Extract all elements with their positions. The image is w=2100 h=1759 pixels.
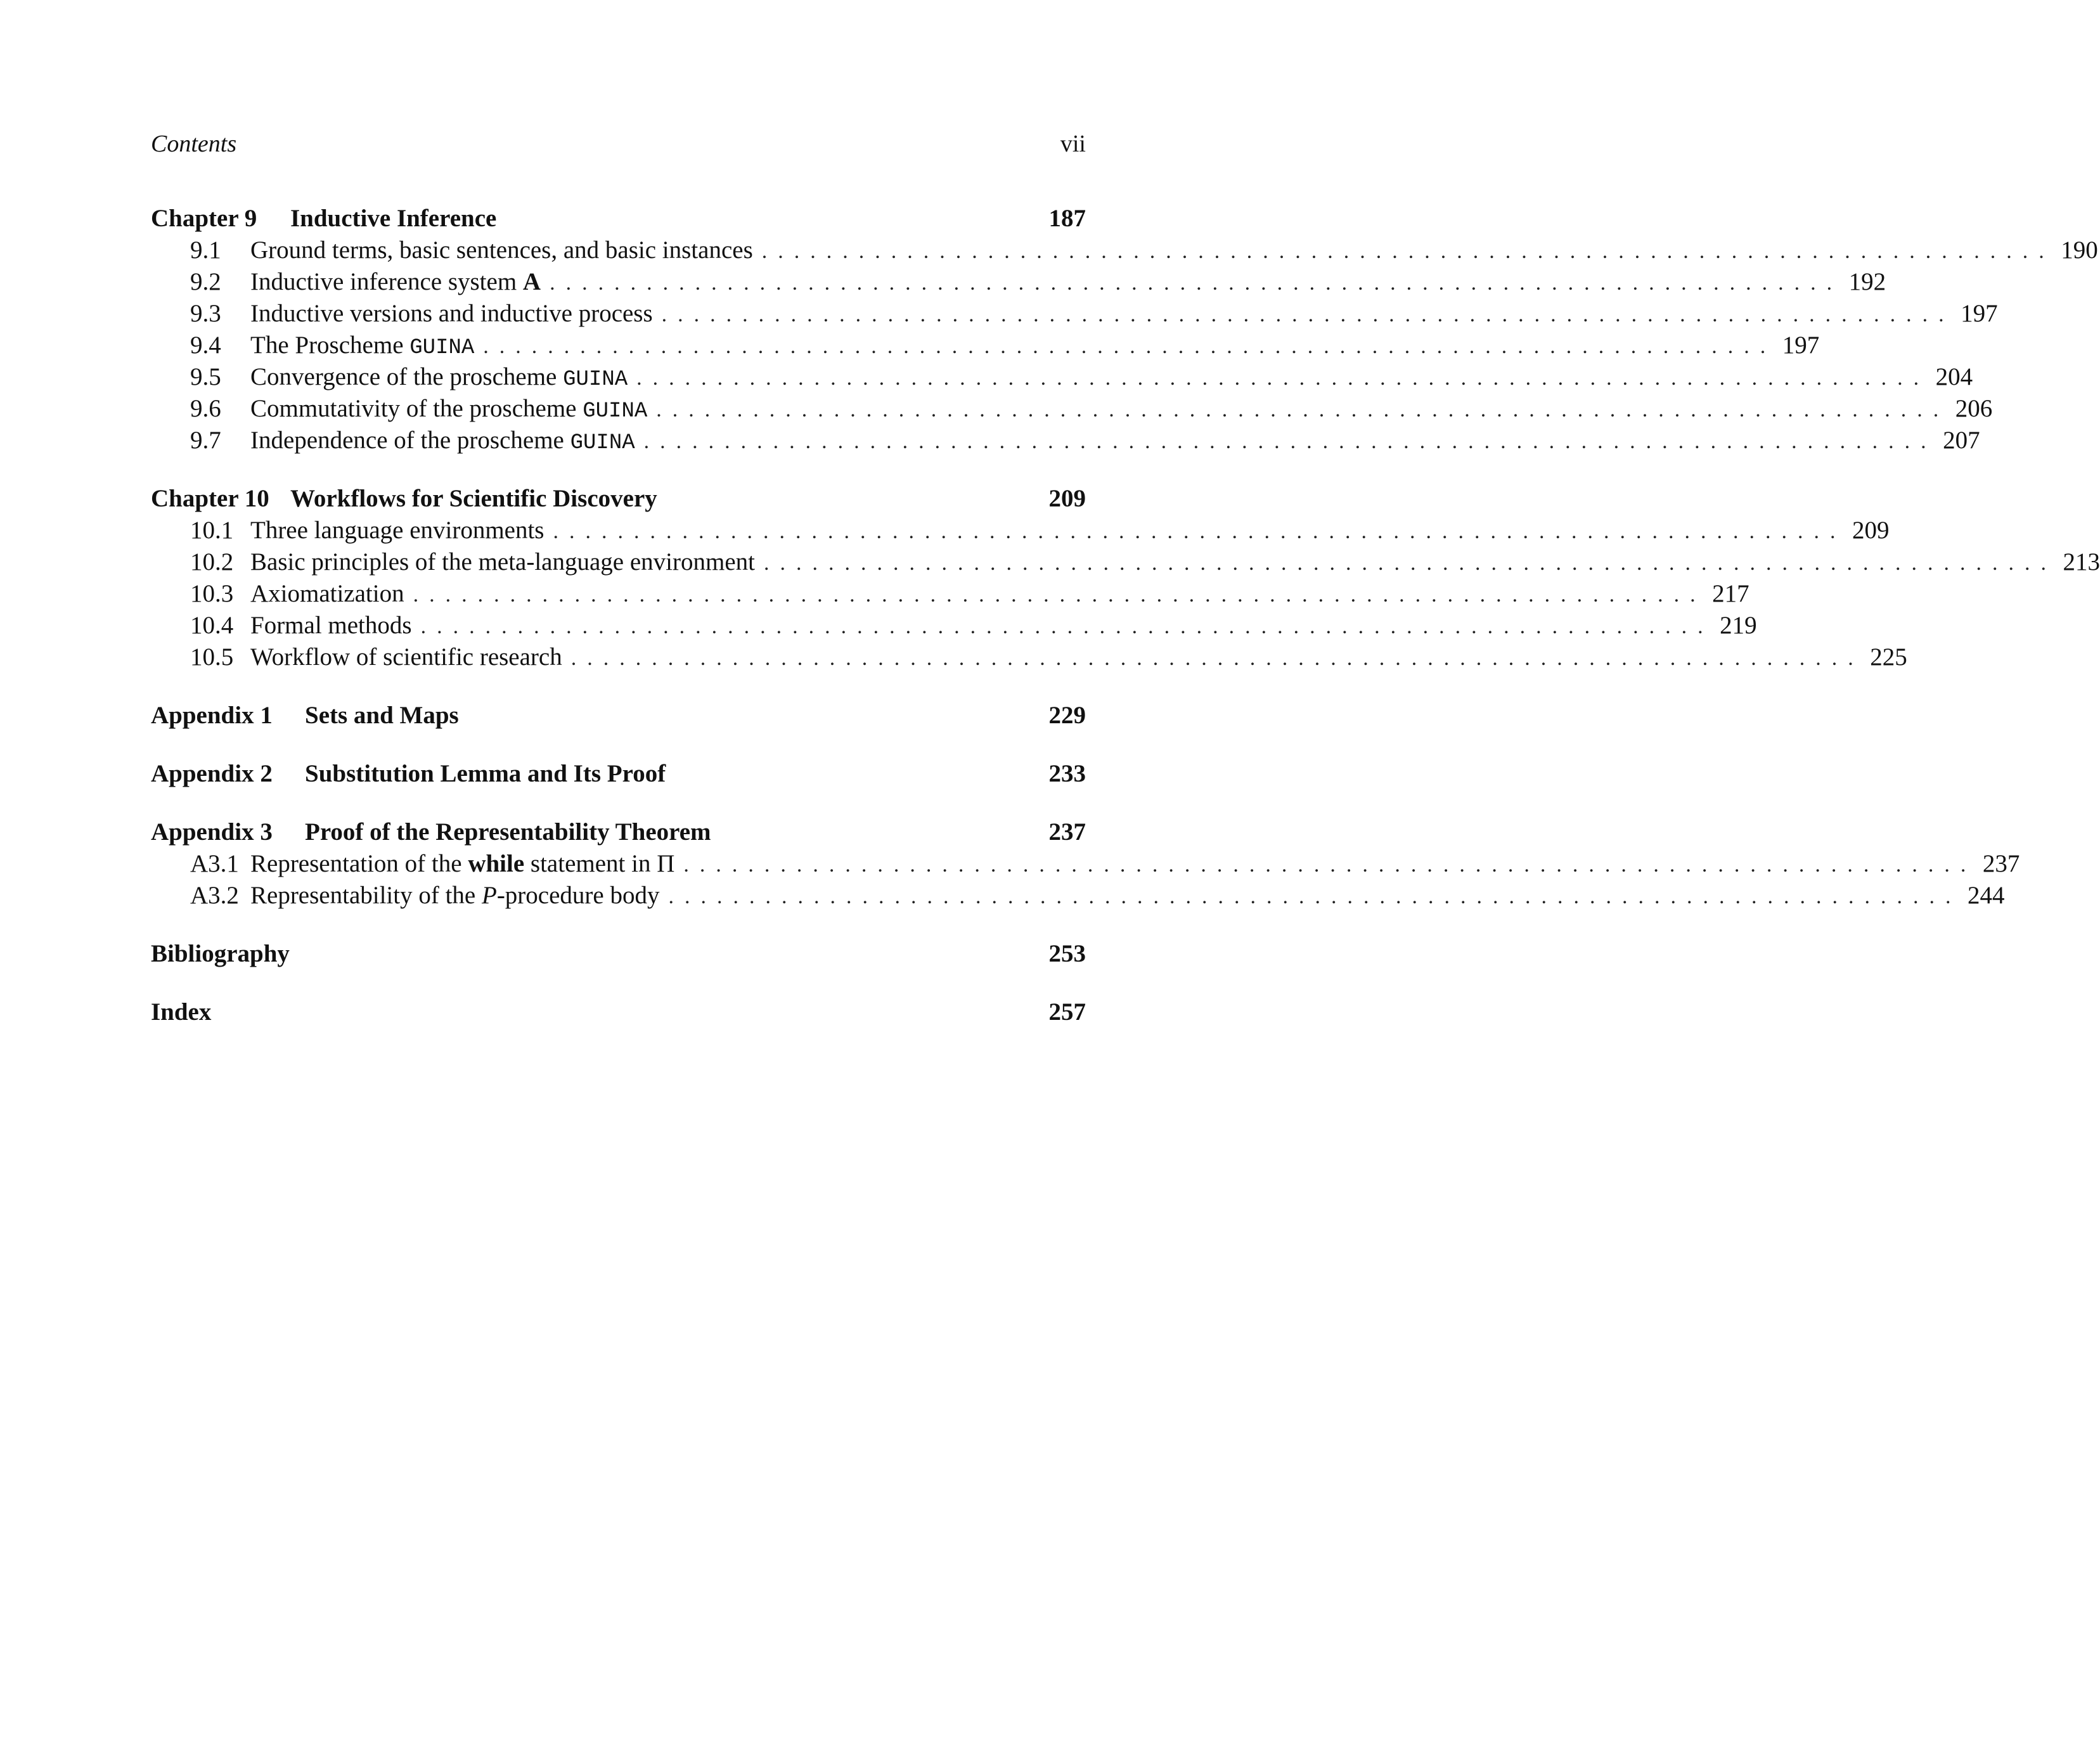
toc-entry-title (250, 393, 656, 427)
toc-entry-title (250, 361, 636, 396)
toc-entry-page-number: 190 (2061, 236, 2098, 264)
toc-entry-page-number: 213 (2063, 548, 2100, 576)
toc-heading-label: Chapter 10 (151, 485, 269, 512)
toc-group (151, 816, 2020, 912)
toc-entry-title (250, 848, 683, 880)
toc-entry-title-part: A (522, 268, 541, 295)
toc-entry-title-part: Inductive inference system (250, 268, 523, 295)
toc-entry-title-part: -procedure body (496, 882, 660, 909)
dot-leader: ................................................................................ (643, 430, 1937, 453)
toc-entry-number: 9.3 (190, 300, 221, 327)
dot-leader: ................................................................................ (413, 583, 1706, 607)
toc-heading-text (151, 816, 711, 848)
toc-entry-title-part: Commutativity of the proscheme (250, 395, 583, 422)
toc-entry-page-number: 197 (1961, 300, 1998, 327)
toc-entry-title (250, 578, 413, 610)
dot-leader: ................................................................................ (761, 240, 2055, 263)
toc-group (151, 938, 1086, 970)
toc-entry-title-part: The Proscheme (250, 332, 410, 359)
toc-heading[interactable] (151, 938, 1086, 970)
toc-entry[interactable] (151, 848, 2020, 880)
toc-heading-title: Sets and Maps (305, 702, 459, 729)
book-page (151, 130, 2100, 1055)
toc-entry[interactable] (151, 425, 1980, 456)
toc-heading-title: Proof of the Representability Theorem (305, 818, 711, 846)
dot-leader: ................................................................................ (661, 303, 1955, 326)
toc-entry-number: A3.1 (190, 850, 239, 877)
toc-entry[interactable] (151, 515, 1890, 546)
toc-entry-title-part: Representability of the (250, 882, 482, 909)
toc-entry-title (250, 641, 571, 673)
toc-entry-number: 9.1 (190, 236, 221, 264)
toc-entry-page-number: 192 (1848, 268, 1886, 295)
toc-entry-page-number: 209 (1852, 517, 1890, 544)
dot-leader: ................................................................................ (483, 335, 1777, 358)
toc-heading-label: Appendix 1 (151, 702, 273, 729)
toc-entry-title-part: while (468, 850, 525, 877)
toc-entry[interactable] (151, 610, 1757, 641)
toc-entry-number: 9.5 (190, 363, 221, 390)
toc-entry[interactable] (151, 880, 2005, 912)
toc-heading-page-number: 233 (1048, 760, 1086, 787)
toc-heading-page-number: 209 (1048, 485, 1086, 512)
toc-heading-page-number: 237 (1048, 818, 1086, 846)
toc-entry[interactable] (151, 393, 1993, 425)
toc-entry[interactable] (151, 235, 2098, 266)
toc-heading-text (151, 996, 211, 1028)
toc-heading-text (151, 938, 290, 970)
toc-entry-title (250, 610, 421, 641)
dot-leader: ................................................................................ (550, 271, 1843, 295)
toc-entry[interactable] (151, 266, 1886, 298)
toc-entry-title-part: Convergence of the proscheme (250, 363, 564, 390)
toc-entry-page-number: 217 (1712, 580, 1749, 607)
toc-heading-text (151, 758, 666, 790)
toc-heading-text (151, 203, 496, 235)
toc-entry-page-number: 204 (1935, 363, 1973, 390)
toc-heading[interactable] (151, 758, 1086, 790)
toc-heading-text (151, 700, 459, 731)
toc-entry-number: 9.6 (190, 395, 221, 422)
dot-leader: ................................................................................ (668, 885, 1962, 908)
toc-heading-title: Workflows for Scientific Discovery (290, 485, 657, 512)
toc-entry-title-part: P (481, 882, 497, 909)
toc-entry-title-part: Representation of the (250, 850, 468, 877)
dot-leader: ................................................................................ (420, 615, 1714, 638)
toc-entry-title-part: GUINA (563, 368, 628, 392)
toc-heading[interactable] (151, 203, 1086, 235)
toc-entry[interactable] (151, 298, 1998, 330)
toc-entry[interactable] (151, 330, 1820, 361)
toc-heading-label: Index (151, 998, 212, 1026)
toc-group (151, 483, 2100, 673)
toc-entry-number: A3.2 (190, 882, 239, 909)
toc-entry-title (250, 235, 762, 266)
toc-entry-title (250, 266, 550, 298)
toc-entry-number: 9.4 (190, 332, 221, 359)
toc-heading-label: Chapter 9 (151, 205, 257, 232)
toc-entry[interactable] (151, 361, 1973, 393)
toc-heading-title: Inductive Inference (290, 205, 497, 232)
dot-leader: ................................................................................ (656, 398, 1950, 422)
toc-heading-text (151, 483, 657, 515)
toc-entry-number: 9.2 (190, 268, 221, 295)
toc-entry-page-number: 219 (1720, 612, 1757, 639)
toc-entry-page-number: 207 (1943, 427, 1980, 454)
toc-entry-page-number: 197 (1782, 332, 1820, 359)
toc-entry-number: 10.3 (190, 580, 234, 607)
toc-entry-title-part: statement in Π (524, 850, 675, 877)
toc-heading-page-number: 253 (1048, 940, 1086, 967)
toc-heading-page-number: 229 (1048, 702, 1086, 729)
toc-entry-title-part: GUINA (570, 431, 635, 455)
toc-entry-page-number: 225 (1870, 643, 1907, 671)
dot-leader: ................................................................................ (763, 551, 2057, 575)
toc-heading[interactable] (151, 996, 1086, 1028)
running-head (151, 130, 1086, 168)
toc-entry-title (250, 546, 764, 578)
toc-entry-title-part: Workflow of scientific research (250, 643, 562, 671)
toc-entry-title (250, 298, 662, 330)
toc-group (151, 203, 2098, 456)
toc-entry-number: 10.5 (190, 643, 234, 671)
toc-entry[interactable] (151, 641, 1907, 673)
toc-heading-label: Appendix 2 (151, 760, 273, 787)
dot-leader: ................................................................................ (553, 520, 1846, 543)
toc-entry-number: 10.1 (190, 517, 234, 544)
toc-entry-number: 10.4 (190, 612, 234, 639)
toc-heading[interactable] (151, 816, 1086, 848)
toc-entry-number: 9.7 (190, 427, 221, 454)
toc-heading[interactable] (151, 483, 1086, 515)
dot-leader: ................................................................................ (636, 366, 1930, 390)
table-of-contents (151, 203, 2100, 1028)
toc-entry-title-part: Basic principles of the meta-language environment (250, 548, 755, 576)
toc-group (151, 996, 1086, 1028)
toc-entry-title-part: Independence of the proscheme (250, 427, 570, 454)
dot-leader: ................................................................................ (570, 647, 1864, 670)
toc-entry-title-part: Three language environments (250, 517, 544, 544)
toc-entry-title (250, 330, 483, 364)
toc-entry-title-part: GUINA (409, 336, 475, 360)
dot-leader: ................................................................................ (683, 853, 1977, 877)
toc-entry-title-part: Inductive versions and inductive process (250, 300, 653, 327)
running-head-page-number: vii (1060, 131, 1086, 157)
toc-heading-label: Appendix 3 (151, 818, 273, 846)
toc-entry-title (250, 425, 644, 459)
toc-entry-title-part: Ground terms, basic sentences, and basic instances (250, 236, 753, 264)
toc-group (151, 758, 1086, 790)
toc-entry[interactable] (151, 546, 2100, 578)
toc-entry-title (250, 880, 668, 912)
toc-heading-label: Bibliography (151, 940, 290, 967)
toc-heading-page-number: 187 (1048, 205, 1086, 232)
toc-entry-title-part: GUINA (583, 399, 648, 423)
toc-group (151, 700, 1086, 731)
toc-entry-page-number: 206 (1955, 395, 1993, 422)
toc-entry-title (250, 515, 553, 546)
running-head-title: Contents (151, 131, 237, 157)
toc-entry-page-number: 237 (1982, 850, 2020, 877)
toc-entry-title-part: Axiomatization (250, 580, 404, 607)
toc-heading[interactable] (151, 700, 1086, 731)
toc-entry-page-number: 244 (1967, 882, 2005, 909)
toc-entry[interactable] (151, 578, 1749, 610)
toc-heading-page-number: 257 (1048, 998, 1086, 1026)
toc-entry-number: 10.2 (190, 548, 234, 576)
toc-heading-title: Substitution Lemma and Its Proof (305, 760, 666, 787)
toc-entry-title-part: Formal methods (250, 612, 412, 639)
